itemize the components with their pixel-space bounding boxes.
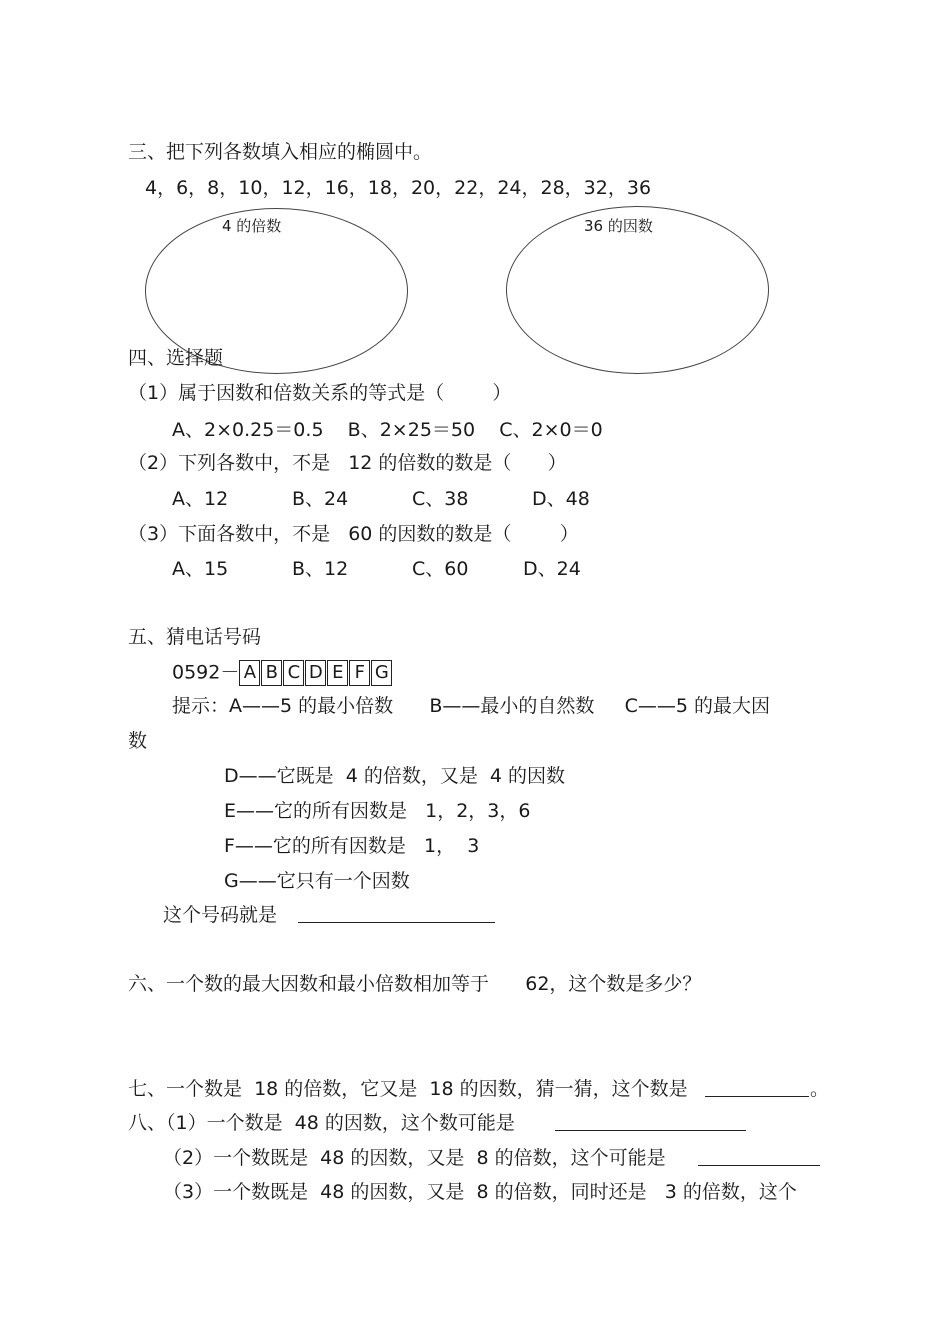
digit-box-c[interactable]: C [283, 660, 304, 686]
digit-box-d[interactable]: D [305, 660, 326, 686]
hint-e: E——它的所有因数是 1，2，3，6 [224, 800, 531, 822]
digit-box-a[interactable]: A [239, 660, 260, 686]
answer-blank[interactable] [298, 922, 495, 923]
q3-option-b: B、12 [292, 558, 349, 580]
phone-number-row [172, 660, 393, 686]
hint-line: 提示：A——5 的最小倍数 B——最小的自然数 C——5 的最大因 [172, 695, 770, 717]
phone-prefix: 0592－ [172, 661, 240, 684]
q3-option-d: D、24 [523, 558, 581, 580]
section-7-blank[interactable] [705, 1096, 809, 1097]
section-8-q1: 八、（1）一个数是 48 的因数，这个数可能是 [128, 1112, 515, 1134]
digit-box-e[interactable]: E [327, 660, 348, 686]
section-4-title: 四、选择题 [128, 347, 224, 369]
q2-option-a: A、12 [172, 488, 229, 510]
q2-option-c: C、38 [412, 488, 469, 510]
digit-box-b[interactable]: B [261, 660, 282, 686]
section-8-q1-blank[interactable] [555, 1130, 746, 1131]
q3-option-a: A、15 [172, 558, 229, 580]
digit-box-g[interactable]: G [371, 660, 392, 686]
ellipse-left-label: 4 的倍数 [222, 217, 282, 235]
question-1-options: A、2×0.25＝0.5 B、2×25＝50 C、2×0＝0 [172, 419, 603, 441]
q2-option-b: B、24 [292, 488, 349, 510]
hint-f: F——它的所有因数是 1， 3 [224, 835, 480, 857]
q2-option-d: D、48 [532, 488, 590, 510]
answer-label: 这个号码就是 [163, 904, 278, 926]
ellipse-right-label: 36 的因数 [584, 217, 653, 235]
digit-box-f[interactable]: F [349, 660, 370, 686]
section-8-q3: （3）一个数既是 48 的因数，又是 8 的倍数，同时还是 3 的倍数，这个 [163, 1181, 797, 1203]
hint-line-wrap: 数 [128, 730, 148, 752]
question-2: （2）下列各数中，不是 12 的倍数的数是（ ） [128, 452, 567, 474]
hint-d: D——它既是 4 的倍数，又是 4 的因数 [224, 765, 566, 787]
question-1: （1）属于因数和倍数关系的等式是（ ） [128, 382, 512, 404]
q3-option-c: C、60 [412, 558, 469, 580]
section-3-title: 三、把下列各数填入相应的椭圆中。 [128, 141, 433, 163]
section-7-end: 。 [810, 1078, 830, 1100]
section-8-q2-blank[interactable] [698, 1165, 820, 1166]
section-6-question: 六、一个数的最大因数和最小倍数相加等于 62，这个数是多少？ [128, 973, 702, 995]
section-8-q2: （2）一个数既是 48 的因数，又是 8 的倍数，这个可能是 [163, 1147, 666, 1169]
section-7-question: 七、一个数是 18 的倍数，它又是 18 的因数，猜一猜，这个数是 [128, 1078, 688, 1100]
hint-g: G——它只有一个因数 [224, 870, 410, 892]
number-list: 4，6，8，10，12，16，18，20，22，24，28，32，36 [145, 177, 652, 199]
question-3: （3）下面各数中，不是 60 的因数的数是（ ） [128, 523, 579, 545]
section-5-title: 五、猜电话号码 [128, 626, 262, 648]
